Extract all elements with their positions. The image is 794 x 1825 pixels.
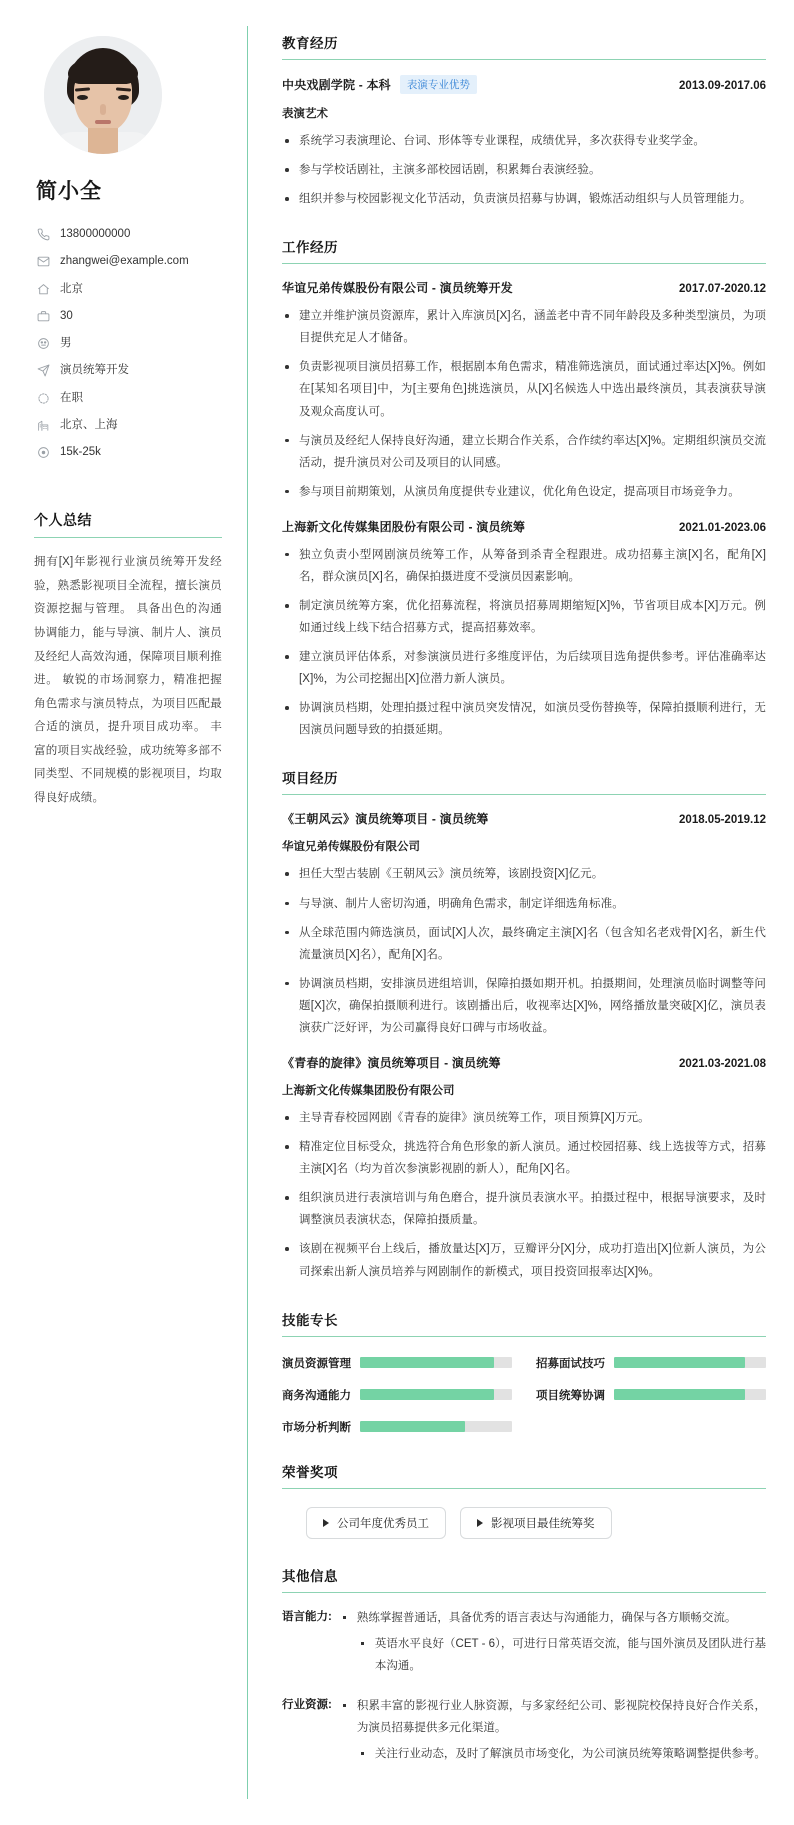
contact-item [34,439,222,466]
project-entries [282,810,766,1282]
award-label: 公司年度优秀员工 [337,1517,429,1530]
skill-name: 市场分析判断 [282,1421,351,1434]
award-label: 影视项目最佳统筹奖 [491,1517,595,1530]
projects-title: 项目经历 [282,767,766,795]
other-info-row [282,1607,766,1681]
avatar-neck [88,128,118,154]
bullet-item: 系统学习表演理论、台词、形体等专业课程，成绩优异，多次获得专业奖学金。 [282,130,766,152]
entry-header-left [282,810,488,827]
education-major: 表演艺术 [282,108,328,120]
bullet-item: 建立演员评估体系，对参演演员进行多维度评估，为后续项目选角提供参考。评估准确率达[X]%，为公司挖掘出[X]位潜力新人演员。 [282,646,766,690]
bullet-item: 独立负责小型网剧演员统筹工作，从筹备到杀青全程跟进。成功招募主演[X]名，配角[X]名，群众演员[X]名，确保拍摄进度不受演员因素影响。 [282,544,766,588]
skill-row [282,1419,512,1435]
briefcase-icon [36,309,50,323]
entry-header [282,518,766,535]
avatar-eye-right [118,95,129,100]
bullet-item: 从全球范围内筛选演员，面试[X]人次，最终确定主演[X]名（包含知名老戏骨[X]名，新生代流量演员[X]名），配角[X]名。 [282,922,766,966]
entry-title: 上海新文化传媒集团股份有限公司 - 演员统筹 [282,519,526,534]
other-info-section [282,1565,766,1769]
skills-title: 技能专长 [282,1309,766,1337]
avatar-nose [100,104,106,115]
skills-section [282,1309,766,1435]
contact-value: 演员统筹开发 [60,364,129,377]
entry-title: 《王朝风云》演员统筹项目 - 演员统筹 [282,812,489,827]
entry-tag-badge: 表演专业优势 [400,75,477,94]
skill-progress-fill [360,1389,494,1400]
bullet-item: 参与学校话剧社，主演多部校园话剧，积累舞台表演经验。 [282,159,766,181]
skill-progress-track [614,1357,766,1368]
bullet-item: 该剧在视频平台上线后，播放量达[X]万，豆瓣评分[X]分，成功打造出[X]位新人演员，为公司探索出新人演员培养与网剧制作的新模式，项目投资回报率达[X]%。 [282,1238,766,1282]
summary-text: 拥有[X]年影视行业演员统筹开发经验，熟悉影视项目全流程，擅长演员资源挖掘与管理。 具备出色的沟通协调能力，能与导演、制片人、演员及经纪人高效沟通，保障项目顺利推进。 敏锐的市场洞察力，精准把握角色需求与演员特点，为项目匹配最合适的演员，提升项目成功率。 丰富的项目实战经验，成功统筹多部不同类型、不同规模的影视项目，均取得良好成绩。 [34,556,222,804]
education-entries [282,75,766,210]
bullet-item: 主导青春校园网剧《青春的旋律》演员统筹工作，项目预算[X]万元。 [282,1107,766,1129]
entry-title: 中央戏剧学院 - 本科 [282,78,391,92]
award-chip[interactable] [306,1507,446,1539]
entry-header [282,1054,766,1071]
contact-item [34,385,222,412]
award-chip[interactable] [460,1507,612,1539]
bullet-item: 与演员及经纪人保持良好沟通，建立长期合作关系，合作续约率达[X]%。定期组织演员交流活动，提升演员对公司及项目的认同感。 [282,430,766,474]
entry-header-left [282,518,525,535]
other-info-bullets [340,1695,766,1769]
skill-progress-track [614,1389,766,1400]
awards-title: 荣誉奖项 [282,1461,766,1489]
mail-icon [36,255,50,269]
work-entry [282,279,766,503]
work-entry [282,518,766,742]
bullet-item: 参与项目前期策划，从演员角度提供专业建议，优化角色设定，提高项目市场竞争力。 [282,481,766,503]
other-info-label: 语言能力: [282,1610,332,1623]
bullet-list [282,1107,766,1283]
salary-icon [36,446,50,460]
skill-row [536,1387,766,1403]
bullet-item: 精准定位目标受众，挑选符合角色形象的新人演员。通过校园招募、线上选拔等方式，招募主演[X]名（均为首次参演影视剧的新人），配角[X]名。 [282,1136,766,1180]
education-title: 教育经历 [282,32,766,60]
play-triangle-icon [477,1519,483,1527]
status-icon [36,391,50,405]
other-info-bullet: 关注行业动态，及时了解演员市场变化，为公司演员统筹策略调整提供参考。 [340,1743,766,1765]
bullet-item: 负责影视项目演员招募工作，根据剧本角色需求，精准筛选演员，面试通过率达[X]%。例如在[某知名项目]中，为[主要角色]挑选演员，从[X]名候选人中选出最终演员，其表演获导演及观众高度认可。 [282,356,766,422]
avatar-mouth [95,120,111,124]
entry-header-left [282,279,513,296]
contact-value: 在职 [60,391,83,404]
skill-progress-fill [360,1357,494,1368]
skill-name: 招募面试技巧 [536,1357,605,1370]
skill-progress-fill [360,1421,465,1432]
gender-icon [36,337,50,351]
work-section [282,236,766,741]
education-section [282,32,766,210]
phone-icon [36,228,50,242]
other-info-title: 其他信息 [282,1565,766,1593]
work-entries [282,279,766,741]
entry-date: 2021.03-2021.08 [679,1058,766,1071]
contact-item [34,303,222,330]
work-title: 工作经历 [282,236,766,264]
contact-item [34,357,222,384]
main-column [248,0,794,1825]
other-info-bullet: 积累丰富的影视行业人脉资源，与多家经纪公司、影视院校保持良好合作关系，为演员招募提供多元化渠道。 [340,1695,766,1739]
bullet-item: 与导演、制片人密切沟通，明确角色需求，制定详细选角标准。 [282,893,766,915]
skills-grid [282,1355,766,1435]
send-icon [36,364,50,378]
bullet-list [282,863,766,1039]
avatar-photo [44,36,162,154]
bullet-item: 协调演员档期，处理拍摄过程中演员突发情况，如演员受伤替换等，保障拍摄顺利进行，无因演员问题导致的拍摄延期。 [282,697,766,741]
other-info-bullet: 英语水平良好（CET - 6），可进行日常英语交流，能与国外演员及团队进行基本沟通。 [340,1633,766,1677]
skill-progress-track [360,1421,512,1432]
bullet-item: 组织并参与校园影视文化节活动，负责演员招募与协调，锻炼活动组织与人员管理能力。 [282,188,766,210]
entry-title: 《青春的旋律》演员统筹项目 - 演员统筹 [282,1056,501,1071]
contact-value: 男 [60,337,72,349]
avatar-eye-left [77,95,88,100]
bullet-item: 组织演员进行表演培训与角色磨合，提升演员表演水平。拍摄过程中，根据导演要求，及时调整演员表演状态，保障拍摄质量。 [282,1187,766,1231]
entry-header-left [282,75,477,94]
city-icon [36,418,50,432]
project-company: 上海新文化传媒集团股份有限公司 [282,1085,455,1098]
project-entry [282,810,766,1039]
entry-header [282,810,766,827]
skill-name: 商务沟通能力 [282,1389,351,1402]
play-triangle-icon [323,1519,329,1527]
awards-row [282,1507,766,1539]
skill-row [282,1355,512,1371]
contact-value: zhangwei@example.com [60,255,189,268]
bullet-item: 建立并维护演员资源库，累计入库演员[X]名，涵盖老中青不同年龄段及多种类型演员，为项目提供充足人才储备。 [282,305,766,349]
education-entry [282,75,766,210]
home-icon [36,282,50,296]
sidebar [0,0,248,1825]
skill-progress-fill [614,1357,745,1368]
contact-item [34,330,222,357]
skill-row [282,1387,512,1403]
other-info-row [282,1695,766,1769]
contact-item [34,412,222,439]
entry-date: 2021.01-2023.06 [679,521,766,534]
skill-progress-fill [614,1389,745,1400]
contact-item [34,276,222,303]
contact-list [34,221,222,466]
entry-title: 华谊兄弟传媒股份有限公司 - 演员统筹开发 [282,281,513,296]
bullet-item: 担任大型古装剧《王朝风云》演员统筹，该剧投资[X]亿元。 [282,863,766,885]
entry-header-left [282,1054,501,1071]
bullet-list [282,544,766,742]
skill-progress-track [360,1357,512,1368]
other-info-bullet: 熟练掌握普通话，具备优秀的语言表达与沟通能力，确保与各方顺畅交流。 [340,1607,766,1629]
summary-section [34,510,222,810]
contact-value: 15k-25k [60,446,101,458]
bullet-item: 制定演员统筹方案，优化招募流程，将演员招募周期缩短[X]%，节省项目成本[X]万元。例如通过线上线下结合招募方式，提高招募效率。 [282,595,766,639]
contact-value: 北京、上海 [60,418,118,431]
entry-header [282,279,766,296]
bullet-list [282,130,766,210]
skill-row [536,1355,766,1371]
candidate-name: 简小全 [36,180,102,203]
project-entry [282,1054,766,1283]
project-company: 华谊兄弟传媒股份有限公司 [282,841,420,854]
contact-value: 30 [60,309,73,322]
bullet-list [282,305,766,503]
contact-item [34,221,222,248]
skill-name: 项目统筹协调 [536,1389,605,1402]
other-info-bullets [340,1607,766,1681]
entry-date: 2017.07-2020.12 [679,283,766,296]
projects-section [282,767,766,1282]
summary-title: 个人总结 [34,510,222,538]
other-info-rows [282,1607,766,1769]
other-info-label: 行业资源: [282,1698,332,1711]
contact-value: 13800000000 [60,228,131,240]
skill-name: 演员资源管理 [282,1357,351,1370]
skill-progress-track [360,1389,512,1400]
entry-date: 2013.09-2017.06 [679,80,766,92]
contact-item [34,248,222,275]
avatar [44,36,162,154]
avatar-fringe [68,58,138,84]
contact-value: 北京 [60,282,83,295]
entry-date: 2018.05-2019.12 [679,814,766,827]
bullet-item: 协调演员档期，安排演员进组培训，保障拍摄如期开机。拍摄期间，处理演员临时调整等问题[X]次，确保拍摄顺利进行。该剧播出后，收视率达[X]%，网络播放量突破[X]亿，演员表演获广泛好评，为公司赢得良好口碑与市场收益。 [282,973,766,1039]
entry-header [282,75,766,94]
awards-section [282,1461,766,1539]
